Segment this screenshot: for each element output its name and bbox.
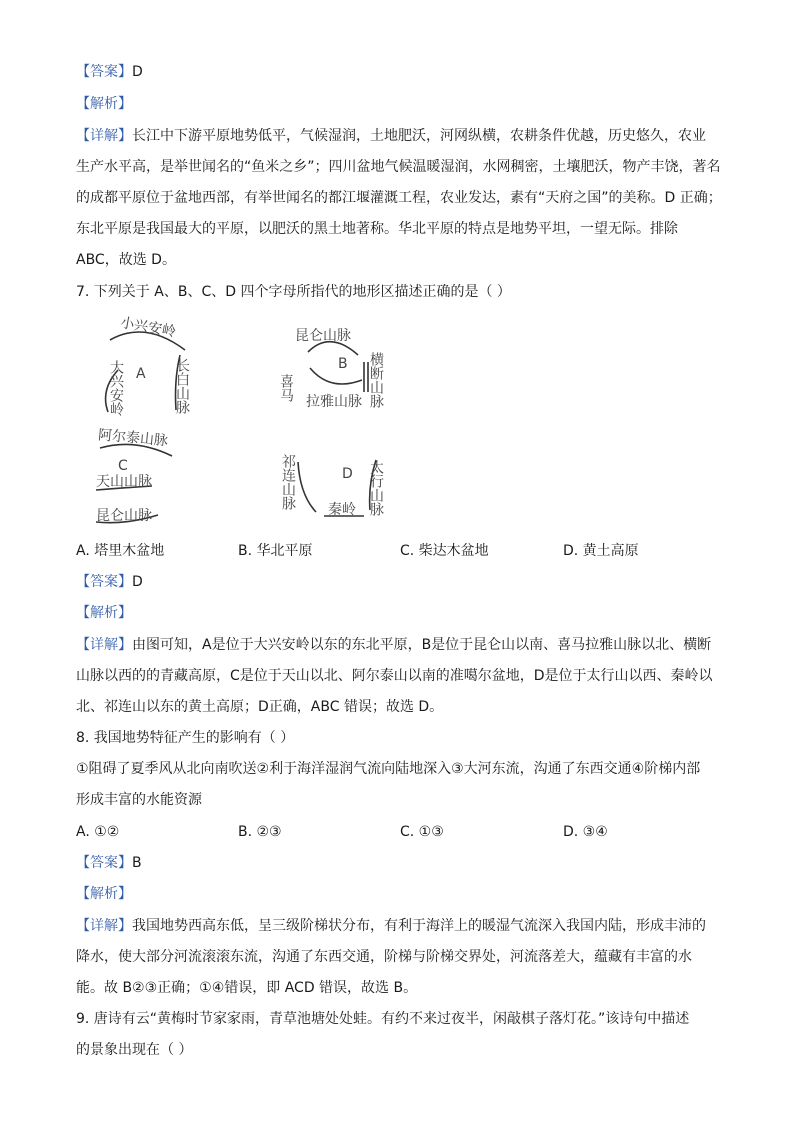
q6-analysis-label: 【解析】 <box>76 96 132 112</box>
q8-option-b[interactable]: B. ②③ <box>238 824 282 840</box>
q7-detail-line-1 <box>76 635 726 655</box>
q6-detail-line-2: 生产水平高，是举世闻名的“鱼米之乡”；四川盆地气候温暖湿润，水网稠密，土壤肥沃，物产丰饶，著名 <box>76 159 721 175</box>
q8-analysis-label: 【解析】 <box>76 886 132 902</box>
answer-value: B <box>132 855 142 871</box>
letter-c: C <box>118 458 128 474</box>
figure-a <box>106 315 190 417</box>
q8-detail-line-3: 能。故 B②③正确；①④错误，即 ACD 错误，故选 B。 <box>76 980 418 996</box>
figure-c <box>96 427 172 524</box>
figure-b <box>278 328 384 410</box>
mountain-arc <box>310 368 362 384</box>
label-c-middle: 天山山脉 <box>96 474 152 490</box>
detail-label: 【详解】 <box>76 637 132 653</box>
mountain-arc <box>298 462 316 512</box>
detail-text: 长江中下游平原地势低平，气候湿润，土地肥沃，河网纵横，农耕条件优越，历史悠久，农业 <box>132 128 706 144</box>
answer-label: 【答案】 <box>76 855 132 871</box>
detail-label: 【详解】 <box>76 918 132 934</box>
label-b-left2: 拉雅山脉 <box>306 394 362 410</box>
label-a-left: 大兴安岭 <box>108 360 124 416</box>
q7-detail-line-3: 北、祁连山以东的黄土高原；D正确，ABC 错误；故选 D。 <box>76 699 444 715</box>
q7-option-d[interactable]: D. 黄土高原 <box>563 543 639 559</box>
q7-detail-line-2: 山脉以西的的青藏高原，C是位于天山以北、阿尔泰山以南的准噶尔盆地，D是位于太行山以西、秦岭以 <box>76 668 713 684</box>
answer-value: D <box>132 64 143 80</box>
q8-detail-line-2: 降水，使大部分河流滚滚东流，沟通了东西交通，阶梯与阶梯交界处，河流落差大，蕴藏有丰富的水 <box>76 949 692 965</box>
label-b-top: 昆仑山脉 <box>295 328 351 344</box>
q6-detail-line-4: 东北平原是我国最大的平原，以肥沃的黑土地著称。华北平原的特点是地势平坦，一望无际。排除 <box>76 221 678 237</box>
q9-question-line-1: 9. 唐诗有云“黄梅时节家家雨，青草池塘处处蛙。有约不来过夜半，闲敲棋子落灯花。”该诗句中描述 <box>76 1011 690 1027</box>
q6-detail-line-3: 的成都平原位于盆地西部，有举世闻名的都江堰灌溉工程，农业发达，素有“天府之国”的美称。D 正确； <box>76 190 722 206</box>
q8-option-c[interactable]: C. ①③ <box>400 824 444 840</box>
answer-label: 【答案】 <box>76 64 132 80</box>
q8-stem-line-1: ①阻碍了夏季风从北向南吹送②利于海洋湿润气流向陆地深入③大河东流，沟通了东西交通④阶梯内部 <box>76 761 701 777</box>
letter-d: D <box>342 466 353 482</box>
label-c-top: 阿尔泰山脉 <box>97 427 169 450</box>
q7-option-c[interactable]: C. 柴达木盆地 <box>400 543 489 559</box>
letter-a: A <box>136 366 146 382</box>
q7-analysis-label: 【解析】 <box>76 605 132 621</box>
label-a-top: 小兴安岭 <box>119 314 177 341</box>
q7-question: 7. 下列关于 A、B、C、D 四个字母所指代的地形区描述正确的是（ ） <box>76 284 511 300</box>
answer-value: D <box>132 574 143 590</box>
q7-answer <box>76 572 726 592</box>
label-b-right: 横断山脉 <box>368 352 384 408</box>
label-a-right: 长白山脉 <box>174 358 190 414</box>
q8-option-a[interactable]: A. ①② <box>76 824 120 840</box>
label-d-right: 太行山脉 <box>368 460 384 516</box>
label-c-bottom: 昆仑山脉 <box>96 508 152 524</box>
q8-detail-line-1 <box>76 916 726 936</box>
figure-d <box>280 454 384 518</box>
q7-option-b[interactable]: B. 华北平原 <box>238 543 313 559</box>
q8-stem-line-2: 形成丰富的水能资源 <box>76 792 202 808</box>
q7-option-a[interactable]: A. 塔里木盆地 <box>76 543 165 559</box>
q8-option-d[interactable]: D. ③④ <box>563 824 608 840</box>
letter-b: B <box>338 356 348 372</box>
detail-label: 【详解】 <box>76 128 132 144</box>
q6-detail-line-1 <box>76 126 726 146</box>
q6-answer <box>76 62 726 82</box>
detail-text: 由图可知，A是位于大兴安岭以东的东北平原，B是位于昆仑山以南、喜马拉雅山脉以北、横断 <box>132 637 712 653</box>
q6-detail-line-5: ABC，故选 D。 <box>76 252 176 268</box>
label-d-left: 祁连山脉 <box>280 454 296 510</box>
q9-question-line-2: 的景象出现在（ ） <box>76 1042 193 1058</box>
label-d-bottom: 秦岭 <box>328 502 356 518</box>
q8-question: 8. 我国地势特征产生的影响有（ ） <box>76 730 295 746</box>
label-b-left1: 喜马 <box>278 374 294 402</box>
q8-answer <box>76 853 726 873</box>
detail-text: 我国地势西高东低，呈三级阶梯状分布，有利于海洋上的暖湿气流深入我国内陆，形成丰沛的 <box>132 918 706 934</box>
answer-label: 【答案】 <box>76 574 132 590</box>
q7-figure <box>80 310 420 535</box>
